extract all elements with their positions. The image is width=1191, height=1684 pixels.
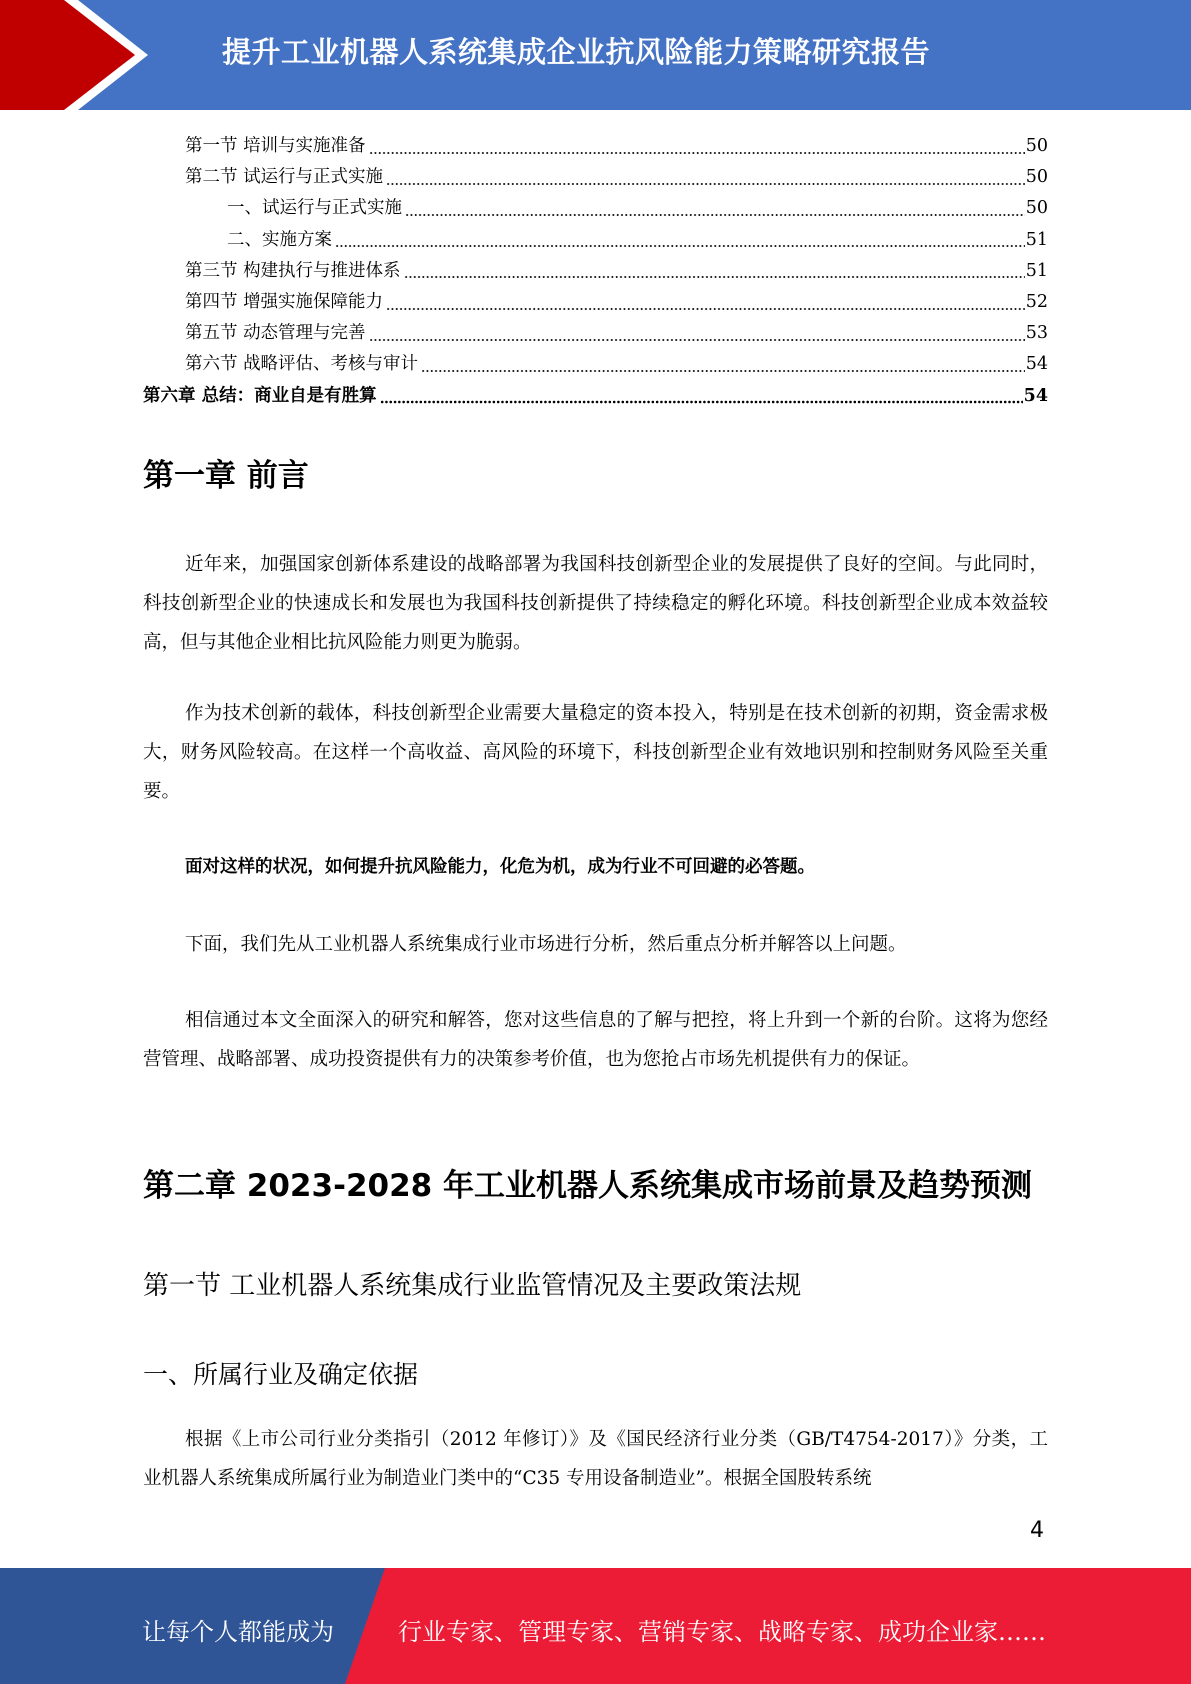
toc-entry-label: 第三节 构建执行与推进体系 xyxy=(185,260,401,281)
chapter-2-heading: 第二章 2023-2028 年工业机器人系统集成市场前景及趋势预测 xyxy=(143,1168,1033,1204)
toc-entry-label: 第五节 动态管理与完善 xyxy=(185,323,366,344)
toc-entry[interactable] xyxy=(143,131,1048,162)
toc-leader-dots xyxy=(421,355,1025,375)
chapter-1-heading: 第一章 前言 xyxy=(143,458,309,494)
key-question-paragraph: 面对这样的状况，如何提升抗风险能力，化危为机，成为行业不可回避的必答题。 xyxy=(185,857,815,877)
report-title: 提升工业机器人系统集成企业抗风险能力策略研究报告 xyxy=(222,35,931,69)
toc-entry-page: 54 xyxy=(1025,354,1048,375)
toc-entry-chapter[interactable] xyxy=(143,381,1048,412)
subsection-heading: 一、所属行业及确定依据 xyxy=(143,1360,419,1389)
toc-entry-label: 二、实施方案 xyxy=(227,229,332,250)
toc-leader-dots xyxy=(404,261,1025,281)
toc-entry-page: 50 xyxy=(1025,167,1048,188)
toc-entry[interactable] xyxy=(143,349,1048,380)
toc-entry-label: 一、试运行与正式实施 xyxy=(227,198,402,219)
red-arrow-icon xyxy=(0,0,200,110)
page-number: 4 xyxy=(1030,1518,1044,1543)
toc-leader-dots xyxy=(386,168,1025,188)
toc-entry-page: 54 xyxy=(1023,385,1048,406)
toc-entry-page: 51 xyxy=(1025,229,1048,250)
header-banner xyxy=(0,0,1191,110)
toc-entry-label: 第六节 战略评估、考核与审计 xyxy=(185,354,419,375)
toc-entry-label: 第一节 培训与实施准备 xyxy=(185,136,366,156)
toc-entry[interactable] xyxy=(143,162,1048,193)
footer-slogan-right: 行业专家、管理专家、营销专家、战略专家、成功企业家…… xyxy=(398,1618,1046,1646)
toc-entry-page: 51 xyxy=(1025,260,1048,281)
paragraph: 作为技术创新的载体，科技创新型企业需要大量稳定的资本投入，特别是在技术创新的初期，资金需求极大，财务风险较高。在这样一个高收益、高风险的环境下，科技创新型企业有效地识别和控制财务风险至关重要。 xyxy=(143,703,1048,802)
toc-entry-label: 第六章 总结：商业自是有胜算 xyxy=(143,385,377,406)
toc-entry-page: 52 xyxy=(1025,291,1048,312)
toc-entry[interactable] xyxy=(143,256,1048,287)
table-of-contents xyxy=(143,131,1048,412)
toc-leader-dots xyxy=(386,293,1025,313)
toc-entry[interactable] xyxy=(143,318,1048,349)
toc-leader-dots xyxy=(405,199,1025,219)
toc-entry-label: 第四节 增强实施保障能力 xyxy=(185,291,384,312)
paragraph: 相信通过本文全面深入的研究和解答，您对这些信息的了解与把控，将上升到一个新的台阶。这将为您经营管理、战略部署、成功投资提供有力的决策参考价值，也为您抢占市场先机提供有力的保证。 xyxy=(143,1010,1048,1070)
toc-leader-dots xyxy=(335,230,1025,250)
footer-banner xyxy=(0,1568,1191,1684)
toc-entry[interactable] xyxy=(143,193,1048,224)
section-heading: 第一节 工业机器人系统集成行业监管情况及主要政策法规 xyxy=(143,1271,802,1301)
toc-entry-page: 50 xyxy=(1025,136,1048,156)
paragraph: 根据《上市公司行业分类指引（2012 年修订）》及《国民经济行业分类（GB/T4754-2017）》分类，工业机器人系统集成所属行业为制造业门类中的“C35 专用设备制造业”。根据全国股转系统 xyxy=(143,1429,1048,1489)
paragraph: 近年来，加强国家创新体系建设的战略部署为我国科技创新型企业的发展提供了良好的空间。与此同时，科技创新型企业的快速成长和发展也为我国科技创新提供了持续稳定的孵化环境。科技创新型企业成本效益较高，但与其他企业相比抗风险能力则更为脆弱。 xyxy=(143,554,1048,653)
toc-leader-dots xyxy=(380,386,1023,406)
toc-entry-label: 第二节 试运行与正式实施 xyxy=(185,167,384,188)
toc-entry[interactable] xyxy=(143,225,1048,256)
toc-entry[interactable] xyxy=(143,287,1048,318)
toc-leader-dots xyxy=(369,324,1025,344)
toc-entry-page: 50 xyxy=(1025,198,1048,219)
paragraph: 下面，我们先从工业机器人系统集成行业市场进行分析，然后重点分析并解答以上问题。 xyxy=(185,934,907,955)
toc-leader-dots xyxy=(369,137,1025,157)
toc-entry-page: 53 xyxy=(1025,323,1048,344)
footer-slogan-left: 让每个人都能成为 xyxy=(142,1618,334,1646)
